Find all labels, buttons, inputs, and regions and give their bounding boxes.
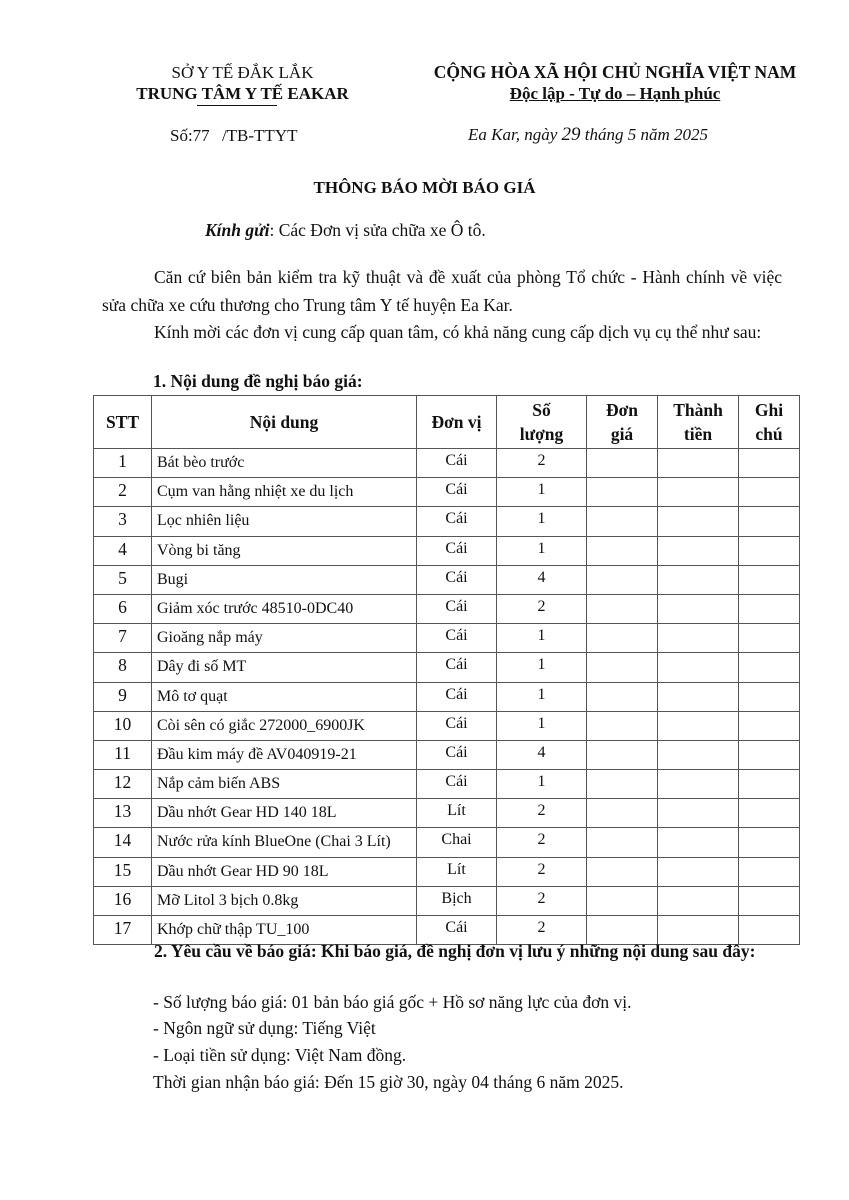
cell-stt: 9 (94, 682, 152, 711)
cell-unit: Cái (417, 507, 497, 536)
cell-price (587, 624, 658, 653)
col-header-price-l2: giá (610, 424, 634, 444)
section-2-title (102, 937, 782, 965)
col-header-note (739, 396, 800, 449)
col-header-unit: Đơn vị (417, 396, 497, 449)
cell-note (739, 653, 800, 682)
cell-total (658, 565, 739, 594)
table-row (94, 799, 800, 828)
cell-unit: Cái (417, 916, 497, 945)
requirement-language: - Ngôn ngữ sử dụng: Tiếng Việt (153, 1018, 376, 1038)
cell-stt: 17 (94, 916, 152, 945)
cell-name: Đầu kim máy đề AV040919-21 (152, 740, 417, 769)
cell-qty: 2 (497, 828, 587, 857)
cell-qty: 2 (497, 916, 587, 945)
cell-note (739, 770, 800, 799)
cell-note (739, 740, 800, 769)
table-row (94, 478, 800, 507)
cell-qty: 4 (497, 740, 587, 769)
agency-header (95, 62, 390, 104)
national-motto: Độc lập - Tự do – Hạnh phúc (509, 84, 721, 103)
cell-qty: 1 (497, 653, 587, 682)
cell-unit: Cái (417, 536, 497, 565)
cell-total (658, 536, 739, 565)
cell-stt: 3 (94, 507, 152, 536)
cell-qty: 2 (497, 594, 587, 623)
cell-price (587, 536, 658, 565)
date-line (468, 124, 708, 146)
cell-price (587, 857, 658, 886)
cell-price (587, 770, 658, 799)
cell-unit: Cái (417, 740, 497, 769)
col-header-total-l2: tiền (683, 424, 713, 444)
document-number-prefix: Số:77 (170, 126, 210, 145)
cell-price (587, 653, 658, 682)
cell-stt: 2 (94, 478, 152, 507)
cell-qty: 1 (497, 711, 587, 740)
cell-unit: Cái (417, 653, 497, 682)
table-row (94, 565, 800, 594)
parent-agency: SỞ Y TẾ ĐẮK LẮK (171, 63, 314, 82)
cell-qty: 4 (497, 565, 587, 594)
cell-unit: Cái (417, 682, 497, 711)
cell-qty: 2 (497, 857, 587, 886)
cell-qty: 1 (497, 478, 587, 507)
cell-unit: Lít (417, 799, 497, 828)
cell-price (587, 594, 658, 623)
table-row (94, 449, 800, 478)
table-row (94, 828, 800, 857)
cell-name: Nước rửa kính BlueOne (Chai 3 Lít) (152, 828, 417, 857)
document-number (170, 126, 297, 146)
col-header-price (587, 396, 658, 449)
table-row (94, 507, 800, 536)
cell-price (587, 740, 658, 769)
col-header-qty (497, 396, 587, 449)
cell-name: Dầu nhớt Gear HD 90 18L (152, 857, 417, 886)
cell-qty: 2 (497, 886, 587, 915)
cell-qty: 1 (497, 536, 587, 565)
cell-stt: 12 (94, 770, 152, 799)
col-header-note-l1: Ghi (754, 400, 784, 420)
cell-unit: Chai (417, 828, 497, 857)
cell-total (658, 653, 739, 682)
paragraph-invitation: Kính mời các đơn vị cung cấp quan tâm, có khả năng cung cấp dịch vụ cụ thể như sau: (154, 322, 762, 342)
cell-unit: Lít (417, 857, 497, 886)
date-place: Ea Kar, ngày (468, 125, 558, 144)
cell-unit: Cái (417, 449, 497, 478)
table-header-row (94, 396, 800, 449)
cell-qty: 1 (497, 770, 587, 799)
cell-name: Còi sên có giắc 272000_6900JK (152, 711, 417, 740)
cell-name: Gioăng nắp máy (152, 624, 417, 653)
table-row (94, 653, 800, 682)
cell-stt: 13 (94, 799, 152, 828)
col-header-total-l1: Thành (673, 400, 723, 420)
cell-total (658, 478, 739, 507)
cell-unit: Cái (417, 624, 497, 653)
national-title: CỘNG HÒA XÃ HỘI CHỦ NGHĨA VIỆT NAM (433, 62, 797, 82)
col-header-note-l2: chú (755, 424, 783, 444)
cell-note (739, 799, 800, 828)
cell-name: Bát bèo trước (152, 449, 417, 478)
cell-note (739, 536, 800, 565)
table-row (94, 594, 800, 623)
cell-price (587, 828, 658, 857)
col-header-qty-l2: lượng (519, 424, 564, 444)
cell-price (587, 682, 658, 711)
cell-name: Cụm van hằng nhiệt xe du lịch (152, 478, 417, 507)
cell-stt: 7 (94, 624, 152, 653)
issuing-agency: TRUNG TÂM Y TẾ EAKAR (136, 84, 349, 103)
cell-qty: 1 (497, 624, 587, 653)
cell-total (658, 828, 739, 857)
cell-name: Dầu nhớt Gear HD 140 18L (152, 799, 417, 828)
cell-note (739, 594, 800, 623)
cell-name: Lọc nhiên liệu (152, 507, 417, 536)
table-row (94, 740, 800, 769)
cell-qty: 2 (497, 449, 587, 478)
cell-price (587, 799, 658, 828)
cell-note (739, 624, 800, 653)
document-title: THÔNG BÁO MỜI BÁO GIÁ (313, 178, 536, 197)
cell-total (658, 886, 739, 915)
salutation (205, 220, 486, 241)
cell-note (739, 828, 800, 857)
cell-name: Nắp cảm biến ABS (152, 770, 417, 799)
cell-price (587, 478, 658, 507)
cell-stt: 8 (94, 653, 152, 682)
cell-total (658, 682, 739, 711)
cell-price (587, 711, 658, 740)
cell-total (658, 740, 739, 769)
cell-note (739, 682, 800, 711)
table-row (94, 857, 800, 886)
cell-unit: Cái (417, 770, 497, 799)
cell-stt: 16 (94, 886, 152, 915)
document-number-suffix: /TB-TTYT (221, 126, 298, 145)
cell-total (658, 799, 739, 828)
table-row (94, 886, 800, 915)
cell-price (587, 565, 658, 594)
col-header-total (658, 396, 739, 449)
cell-note (739, 565, 800, 594)
cell-note (739, 449, 800, 478)
cell-total (658, 770, 739, 799)
salutation-text: : Các Đơn vị sửa chữa xe Ô tô. (269, 220, 486, 240)
national-header (400, 61, 830, 105)
cell-unit: Cái (417, 594, 497, 623)
table-row (94, 770, 800, 799)
cell-stt: 1 (94, 449, 152, 478)
cell-total (658, 857, 739, 886)
date-rest: tháng 5 năm 2025 (584, 125, 708, 144)
cell-note (739, 507, 800, 536)
cell-stt: 4 (94, 536, 152, 565)
section-2-title-text: 2. Yêu cầu về báo giá: Khi báo giá, đề nghị đơn vị lưu ý những nội dung sau đây: (154, 941, 756, 961)
agency-underline (197, 105, 277, 106)
cell-name: Mô tơ quạt (152, 682, 417, 711)
cell-name: Mỡ Litol 3 bịch 0.8kg (152, 886, 417, 915)
cell-name: Khớp chữ thập TU_100 (152, 916, 417, 945)
col-header-stt: STT (94, 396, 152, 449)
cell-stt: 10 (94, 711, 152, 740)
cell-price (587, 449, 658, 478)
date-day: 29 (561, 124, 581, 145)
cell-unit: Cái (417, 565, 497, 594)
col-header-name: Nội dung (152, 396, 417, 449)
requirement-quantity: - Số lượng báo giá: 01 bản báo giá gốc + Hồ sơ năng lực của đơn vị. (153, 992, 632, 1012)
cell-name: Vòng bi tăng (152, 536, 417, 565)
section-1-title: 1. Nội dung đề nghị báo giá: (153, 371, 363, 391)
cell-name: Dây đi số MT (152, 653, 417, 682)
cell-name: Bugi (152, 565, 417, 594)
table-row (94, 682, 800, 711)
cell-stt: 14 (94, 828, 152, 857)
cell-qty: 1 (497, 507, 587, 536)
table-row (94, 536, 800, 565)
cell-unit: Cái (417, 711, 497, 740)
cell-stt: 11 (94, 740, 152, 769)
table-row (94, 711, 800, 740)
cell-total (658, 449, 739, 478)
cell-price (587, 507, 658, 536)
cell-price (587, 886, 658, 915)
requirement-currency: - Loại tiền sử dụng: Việt Nam đồng. (153, 1045, 407, 1065)
salutation-label: Kính gửi (205, 220, 270, 240)
cell-note (739, 886, 800, 915)
cell-total (658, 711, 739, 740)
cell-note (739, 478, 800, 507)
cell-unit: Bịch (417, 886, 497, 915)
quotation-deadline: Thời gian nhận báo giá: Đến 15 giờ 30, ngày 04 tháng 6 năm 2025. (153, 1072, 624, 1092)
paragraph-basis: Căn cứ biên bản kiểm tra kỹ thuật và đề xuất của phòng Tổ chức - Hành chính về việc sửa chữa xe cứu thương cho Trung tâm Y tế huyện Ea Kar. (102, 267, 782, 315)
cell-name: Giảm xóc trước 48510-0DC40 (152, 594, 417, 623)
cell-total (658, 624, 739, 653)
table-body (94, 449, 800, 945)
cell-unit: Cái (417, 478, 497, 507)
cell-total (658, 594, 739, 623)
cell-stt: 15 (94, 857, 152, 886)
cell-total (658, 507, 739, 536)
cell-qty: 1 (497, 682, 587, 711)
cell-note (739, 711, 800, 740)
table-row (94, 624, 800, 653)
cell-stt: 6 (94, 594, 152, 623)
cell-note (739, 857, 800, 886)
cell-stt: 5 (94, 565, 152, 594)
quotation-table (93, 395, 800, 945)
col-header-price-l1: Đơn (605, 400, 639, 420)
cell-qty: 2 (497, 799, 587, 828)
col-header-qty-l1: Số (532, 400, 551, 420)
